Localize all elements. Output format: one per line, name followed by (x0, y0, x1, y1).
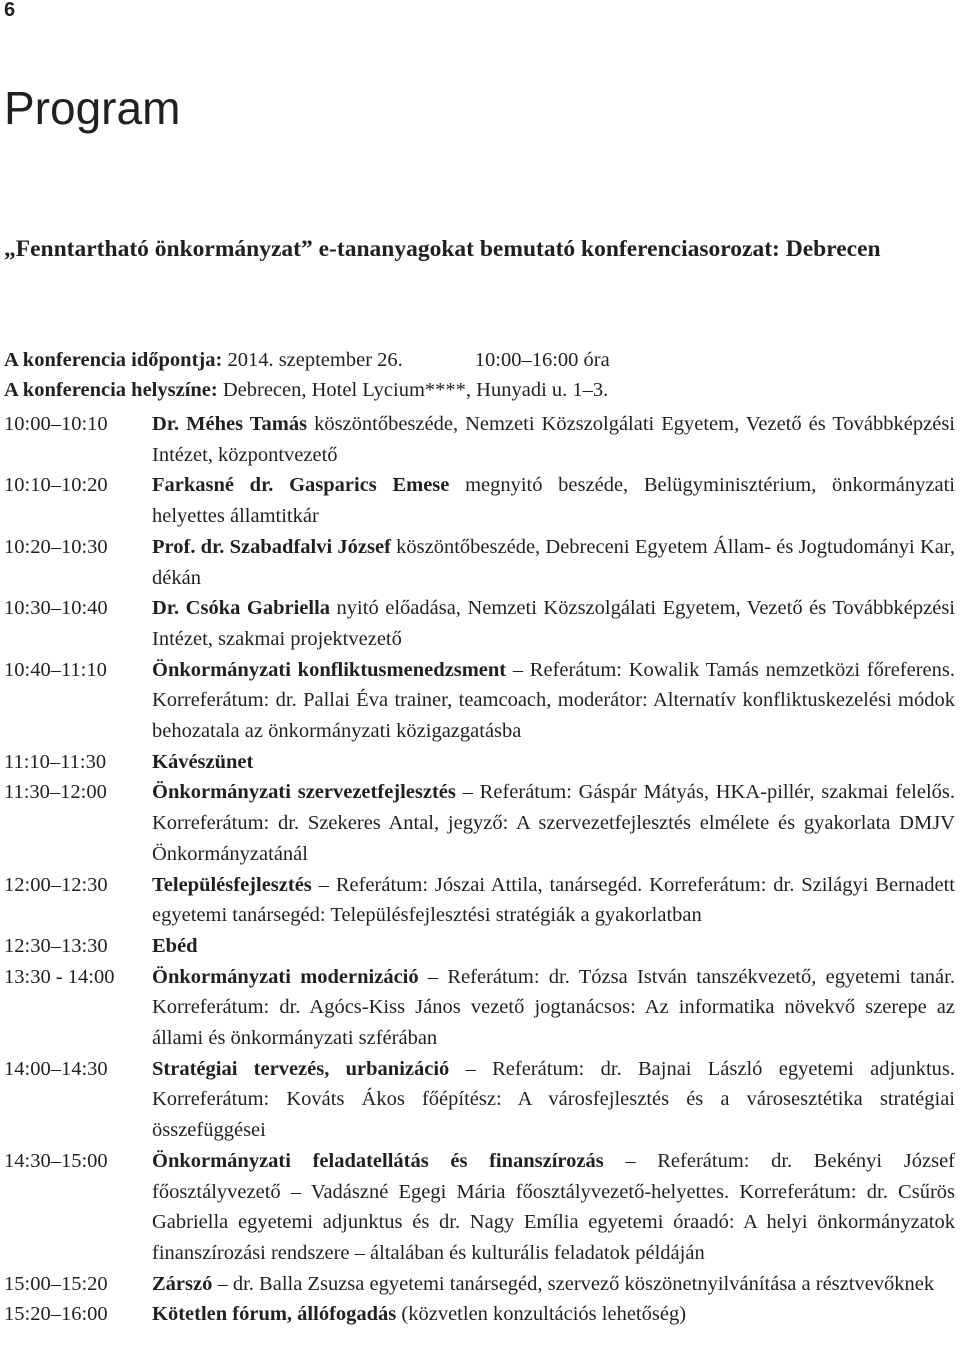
entry-description (152, 409, 955, 470)
entry-description (152, 655, 955, 747)
venue-value: Debrecen, Hotel Lycium****, Hunyadi u. 1–3. (217, 379, 609, 401)
entry-text: – Referátum: dr. Bekényi József főosztályvezető – Vadászné Egegi Mária főosztályvezető-helyettes. Korreferátum: dr. Csűrös Gabriella egyetemi adjunktus és dr. Nagy Emília egyetemi óraadó: A helyi önkormányzatok finanszírozási rendszere – általában és kulturális feladatok példáján (152, 1149, 955, 1264)
schedule-entry (4, 747, 955, 778)
entry-description (152, 777, 955, 869)
entry-text: (közvetlen konzultációs lehetőség) (396, 1303, 687, 1326)
entry-title: Dr. Méhes Tamás (152, 413, 308, 435)
entry-title: Prof. dr. Szabadfalvi József (152, 535, 391, 558)
schedule-entry (4, 1146, 955, 1269)
entry-time: 12:00–12:30 (4, 873, 108, 896)
entry-text: nyitó előadása, Nemzeti Közszolgálati Egyetem, Vezető és Továbbképzési Intézet, szakmai projektvezető (152, 597, 955, 650)
entry-time: 12:30–13:30 (4, 934, 108, 957)
program-schedule (4, 409, 955, 1330)
entry-description (152, 747, 955, 778)
entry-time: 14:00–14:30 (4, 1057, 108, 1080)
page-number: 6 (4, 0, 16, 21)
entry-title: Önkormányzati feladatellátás és finanszírozás (152, 1149, 604, 1172)
entry-title: Farkasné dr. Gasparics Emese (152, 474, 450, 497)
entry-text: megnyitó beszéde, Belügyminisztérium, önkormányzati helyettes államtitkár (152, 474, 955, 528)
date-value: 2014. szeptember 26. (222, 349, 403, 371)
venue-label: A konferencia helyszíne: (4, 379, 218, 401)
entry-title: Ebéd (152, 934, 198, 957)
entry-description (152, 1146, 955, 1269)
entry-text: – Referátum: Kowalik Tamás nemzetközi főreferens. Korreferátum: dr. Pallai Éva trainer, teamcoach, moderátor: Alternatív konfliktuskezelési módok behozatala az önkormányzati közigazgatásba (152, 658, 955, 743)
entry-title: Önkormányzati modernizáció (152, 965, 419, 988)
entry-description (152, 870, 955, 931)
entry-time: 11:10–11:30 (4, 750, 107, 773)
entry-time: 10:20–10:30 (4, 535, 108, 558)
entry-description (152, 532, 955, 593)
entry-text: – dr. Balla Zsuzsa egyetemi tanársegéd, szervező köszönetnyilvánítása a résztvevőknek (212, 1272, 935, 1295)
entry-title: Önkormányzati konfliktusmenedzsment (152, 658, 507, 681)
schedule-entry (4, 962, 955, 1054)
entry-description (152, 593, 955, 654)
schedule-entry (4, 1269, 955, 1300)
entry-time: 10:10–10:20 (4, 474, 108, 497)
entry-title: Településfejlesztés (152, 873, 312, 896)
entry-time: 10:00–10:10 (4, 413, 108, 435)
page-title: Program (4, 82, 181, 134)
schedule-entry (4, 593, 955, 654)
entry-text: – Referátum: Gáspár Mátyás, HKA-pillér, szakmai felelős. Korreferátum: dr. Szekeres Antal, jegyző: A szervezetfejlesztés elmélete és gyakorlata DMJV Önkormányzatánál (152, 781, 955, 865)
entry-text: köszöntőbeszéde, Debreceni Egyetem Állam- és Jogtudományi Kar, dékán (152, 535, 955, 589)
schedule-entry (4, 470, 955, 531)
schedule-entry (4, 655, 955, 747)
entry-text: – Referátum: dr. Tózsa István tanszékvezető, egyetemi tanár. Korreferátum: dr. Agócs-Kiss János vezető jogtanácsos: Az informatika növekvő szerepe az állami és önkormányzati szférában (152, 965, 955, 1050)
schedule-entry (4, 532, 955, 593)
schedule-entry (4, 1054, 955, 1146)
time-value: 10:00–16:00 óra (474, 349, 610, 371)
entry-description (152, 1054, 955, 1146)
entry-description (152, 1299, 955, 1330)
entry-description (152, 962, 955, 1054)
entry-time: 14:30–15:00 (4, 1149, 108, 1172)
entry-time: 10:30–10:40 (4, 597, 108, 620)
entry-title: Zárszó (152, 1272, 213, 1295)
entry-time: 15:20–16:00 (4, 1303, 108, 1326)
entry-time: 11:30–12:00 (4, 781, 107, 804)
date-label: A konferencia időpontja: (4, 349, 223, 371)
schedule-entry (4, 409, 955, 470)
conference-series-title: „Fenntartható önkormányzat” e-tananyagokat bemutató konferenciasorozat: Debrecen (4, 236, 881, 262)
entry-time: 13:30 - 14:00 (4, 965, 115, 988)
entry-description (152, 931, 955, 962)
entry-title: Kötetlen fórum, állófogadás (152, 1303, 397, 1326)
entry-description (152, 1269, 955, 1300)
schedule-entry (4, 931, 955, 962)
conference-date-row (4, 345, 944, 375)
entry-text: – Referátum: Jószai Attila, tanársegéd. Korreferátum: dr. Szilágyi Bernadett egyetemi tanársegéd: Településfejlesztési stratégiák a gyakorlatban (152, 873, 955, 927)
schedule-entry (4, 777, 955, 869)
conference-venue-row (4, 375, 944, 405)
entry-title: Dr. Csóka Gabriella (152, 597, 331, 620)
entry-text: – Referátum: dr. Bajnai László egyetemi adjunktus. Korreferátum: Kováts Ákos főépítész: A városfejlesztés és a városesztétika stratégiai összefüggései (152, 1057, 955, 1142)
entry-title: Önkormányzati szervezetfejlesztés (152, 781, 456, 804)
entry-title: Stratégiai tervezés, urbanizáció (152, 1057, 450, 1080)
conference-info (4, 345, 944, 405)
schedule-entry (4, 1299, 955, 1330)
entry-title: Kávészünet (152, 750, 254, 773)
entry-text: köszöntőbeszéde, Nemzeti Közszolgálati Egyetem, Vezető és Továbbképzési Intézet, központvezető (152, 413, 955, 466)
entry-description (152, 470, 955, 531)
schedule-entry (4, 870, 955, 931)
entry-time: 10:40–11:10 (4, 658, 107, 681)
entry-time: 15:00–15:20 (4, 1272, 108, 1295)
